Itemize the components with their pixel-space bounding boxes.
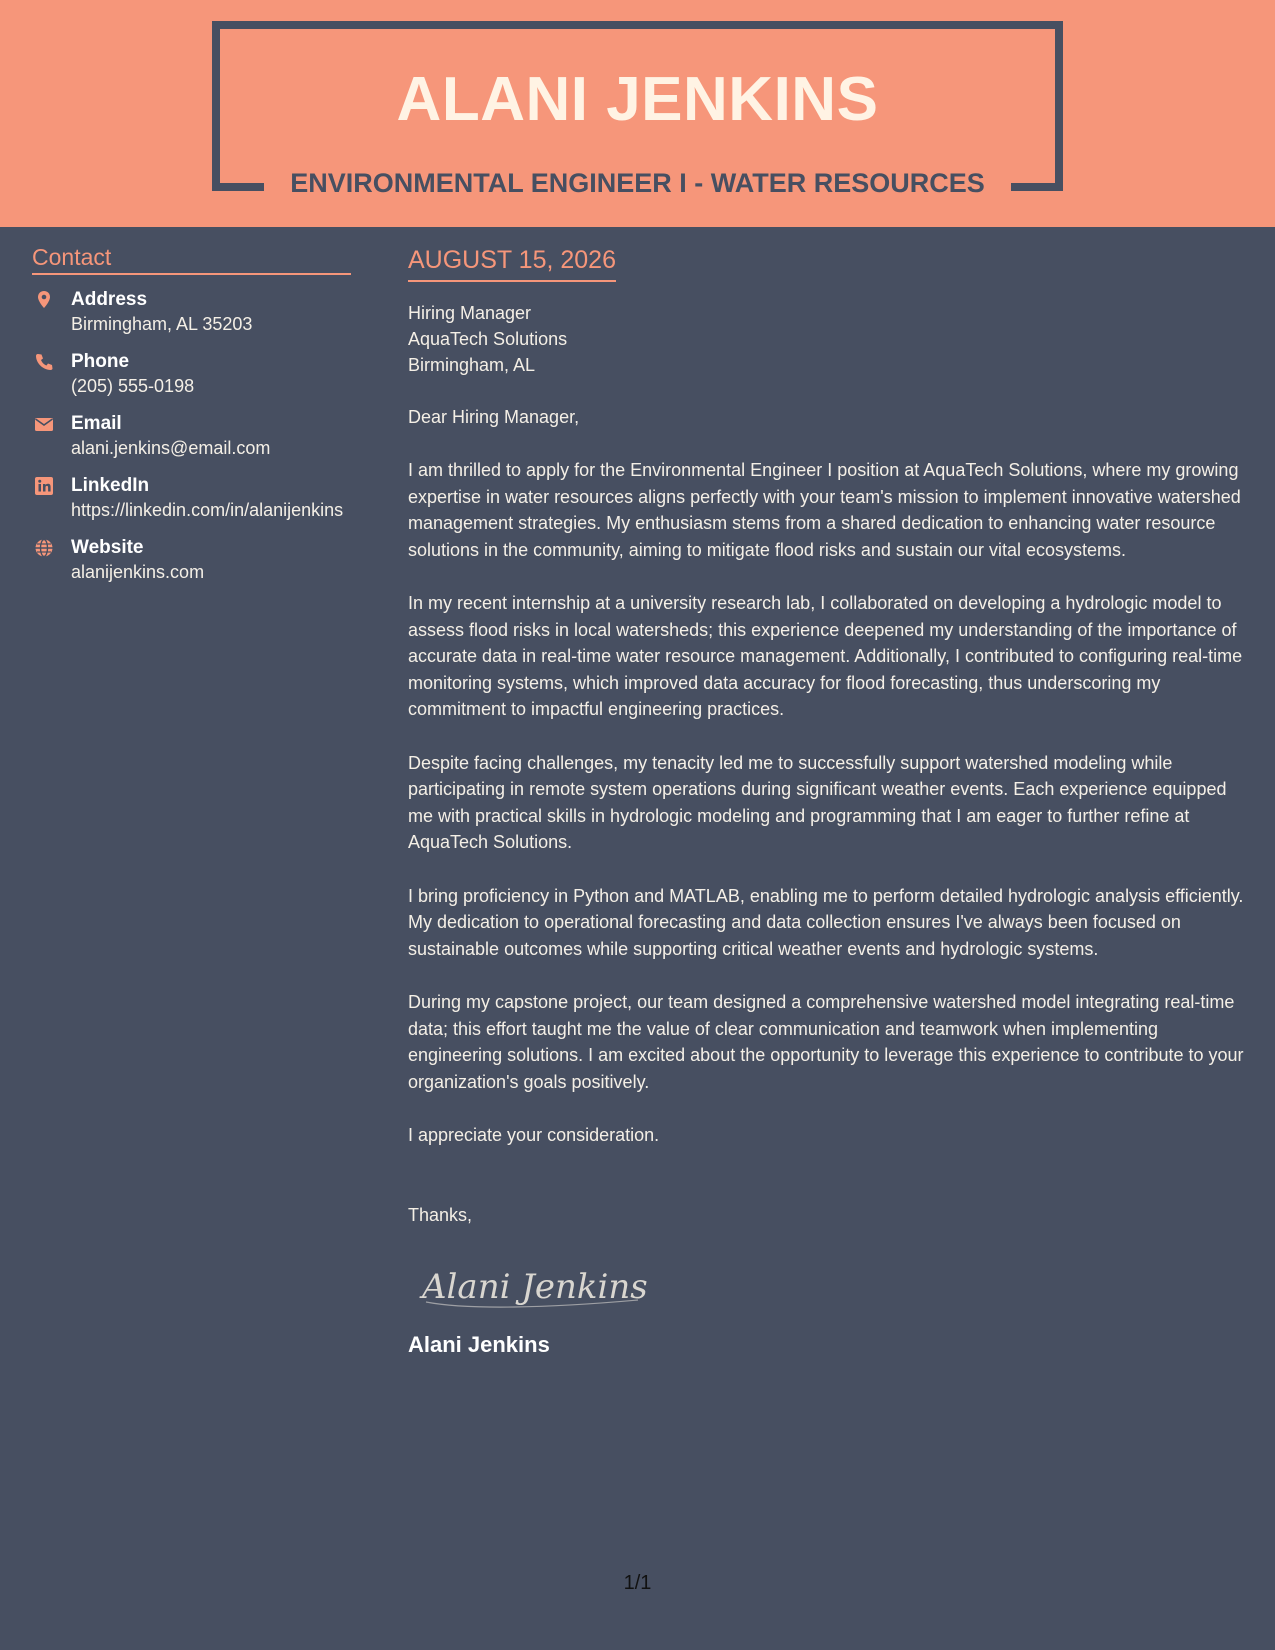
contact-sidebar (32, 242, 352, 585)
page-number: 1/1 (623, 1572, 652, 1594)
signature-text: Alani Jenkins (422, 1266, 648, 1307)
contact-label: Address (71, 289, 148, 310)
recipient-company: AquaTech Solutions (408, 329, 568, 349)
linkedin-icon (34, 476, 54, 496)
envelope-icon (34, 414, 54, 434)
map-pin-icon (34, 290, 54, 310)
header-banner (0, 0, 1275, 227)
contact-label: LinkedIn (71, 475, 150, 496)
phone-value: (205) 555-0198 (71, 376, 195, 396)
recipient-block (408, 300, 1246, 378)
address-value: Birmingham, AL 35203 (71, 314, 253, 334)
phone-icon (34, 352, 54, 372)
contact-label: Email (71, 413, 122, 434)
email-value[interactable]: alani.jenkins@email.com (71, 438, 271, 458)
contact-label: Phone (71, 351, 130, 372)
salutation: Dear Hiring Manager, (408, 407, 580, 427)
paragraph: During my capstone project, our team designed a comprehensive watershed model integrating real-time data; this effort taught me the value of clear communication and teamwork when implementing engineering solutions. I am excited about the opportunity to leverage this experience to contribute to your organization's goals positively. (408, 992, 1244, 1092)
globe-icon (34, 538, 54, 558)
contact-heading: Contact (32, 242, 351, 275)
paragraph: In my recent internship at a university research lab, I collaborated on developing a hydrologic model to assess flood risks in local watersheds; this experience deepened my understanding of the importance of accurate data in real-time water resource management. Additionally, I contributed to configuring real-time monitoring systems, which improved data accuracy for flood forecasting, thus underscoring my commitment to impactful engineering practices. (408, 593, 1243, 719)
applicant-name: ALANI JENKINS (396, 65, 879, 134)
paragraph: I appreciate your consideration. (408, 1125, 660, 1145)
paragraph: Despite facing challenges, my tenacity led me to successfully support watershed modeling while participating in remote system operations during significant weather events. Each experience equipped me with practical skills in hydrologic modeling and programming that I am eager to further refine at AquaTech Solutions. (408, 752, 1227, 852)
contact-address (32, 287, 352, 337)
linkedin-value[interactable]: https://linkedin.com/in/alanijenkins (71, 500, 344, 520)
paragraph: I bring proficiency in Python and MATLAB, enabling me to perform detailed hydrologic analysis efficiently. My dedication to operational forecasting and data collection ensures I've always been focused on sustainable outcomes while supporting critical weather events and hydrologic systems. (408, 885, 1244, 959)
contact-email (32, 411, 352, 461)
recipient-title: Hiring Manager (408, 303, 532, 323)
job-title: ENVIRONMENTAL ENGINEER I - WATER RESOURCES (290, 168, 985, 198)
signer-name: Alani Jenkins (408, 1331, 550, 1357)
contact-linkedin (32, 473, 352, 523)
closing: Thanks, (408, 1204, 473, 1225)
website-value[interactable]: alanijenkins.com (71, 562, 205, 582)
recipient-location: Birmingham, AL (408, 355, 536, 375)
paragraph: I am thrilled to apply for the Environmental Engineer I position at AquaTech Solutions, where my growing expertise in water resources aligns perfectly with your team's mission to implement innovative watershed management strategies. My enthusiasm stems from a shared dedication to enhancing water resource solutions in the community, aiming to mitigate flood risks and sustain our vital ecosystems. (408, 460, 1241, 560)
handwritten-signature (408, 1254, 1246, 1318)
letter-body (408, 244, 1246, 1360)
contact-label: Website (71, 537, 144, 558)
contact-phone (32, 349, 352, 399)
letter-date: AUGUST 15, 2026 (408, 244, 616, 282)
contact-website (32, 535, 352, 585)
